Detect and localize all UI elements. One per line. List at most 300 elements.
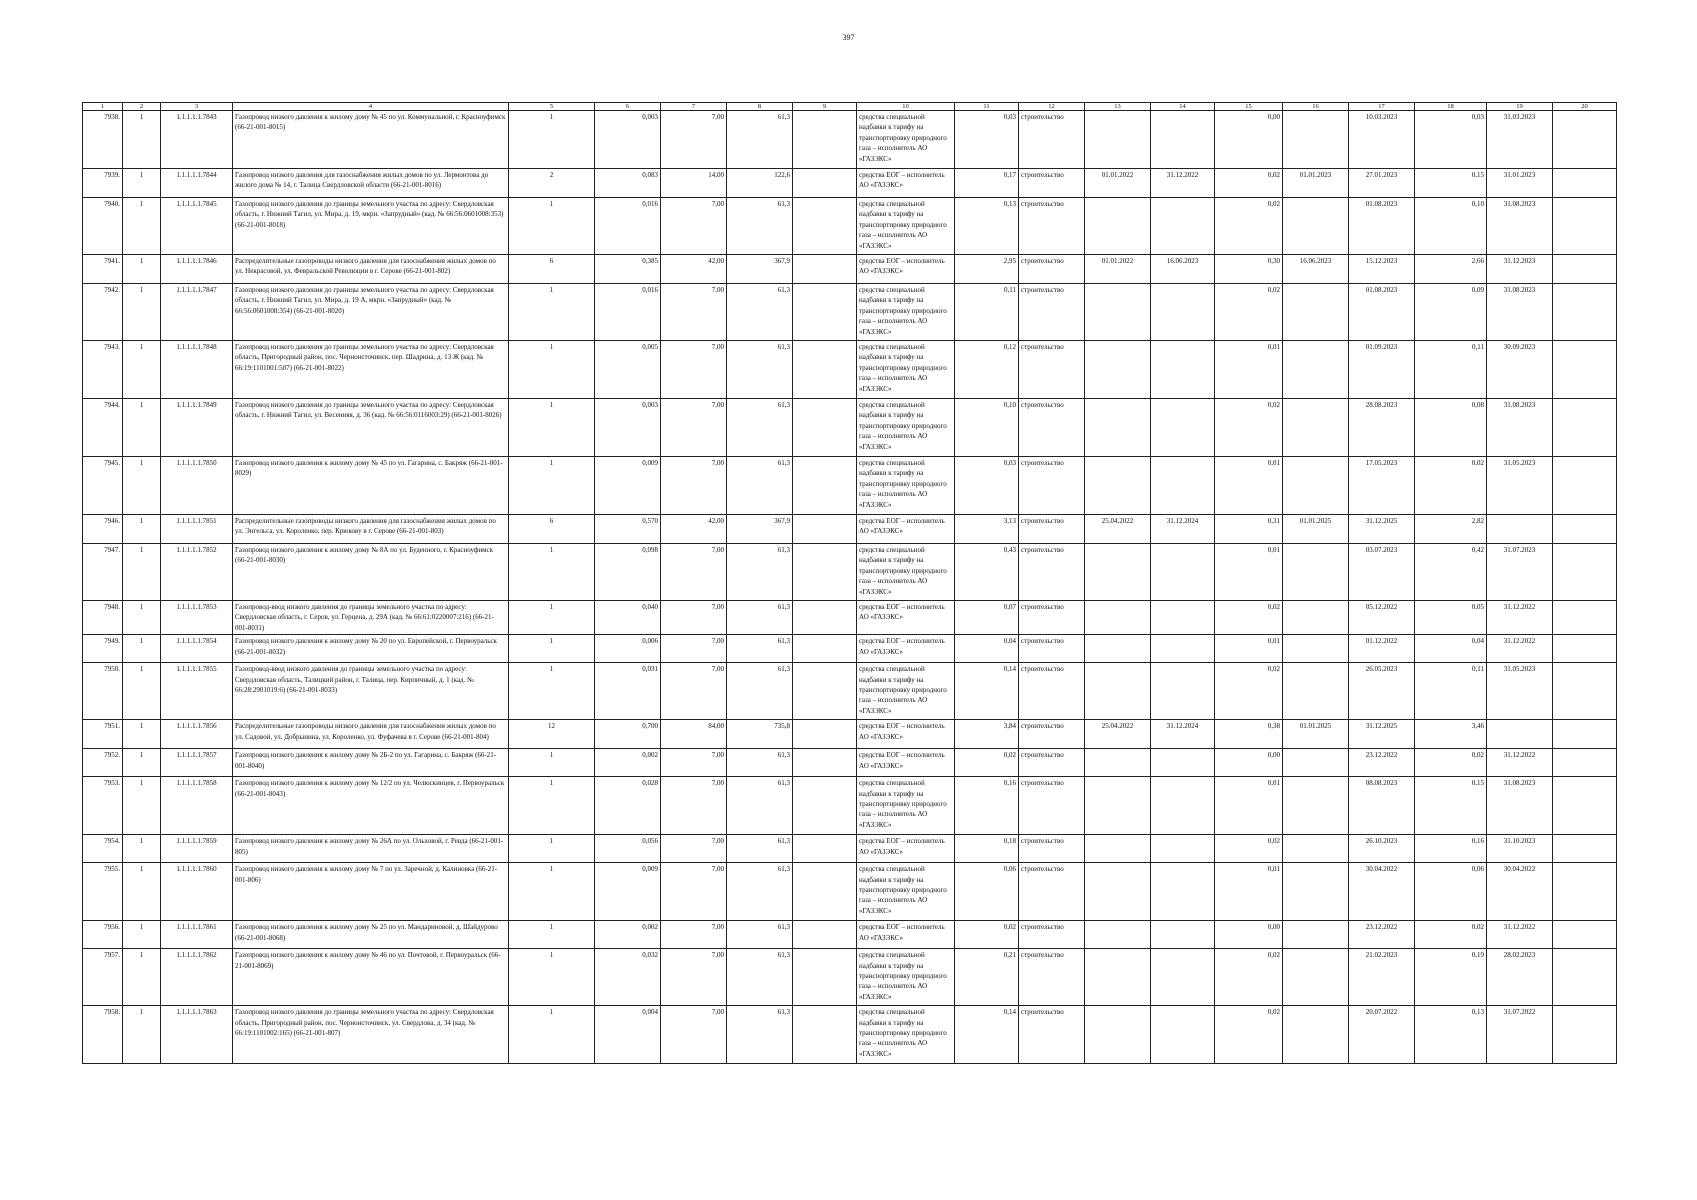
- col17: 01.12.2022: [1349, 635, 1415, 663]
- col11: 0,21: [955, 949, 1019, 1006]
- col5: 1: [509, 949, 595, 1006]
- object-name: Газопровод низкого давления до границы земельного участка по адресу: Свердловская область, г. Нижний Тагил, ул. Мира, д. 19 А, мкрн. «Запрудный» (кад. № 66:56:0601008:354) (66-21-001-8020): [233, 284, 509, 341]
- col16: [1283, 457, 1349, 515]
- col11: 0,02: [955, 749, 1019, 777]
- col5: 1: [509, 198, 595, 255]
- end-date: [1151, 457, 1215, 515]
- col5: 6: [509, 255, 595, 284]
- column-number-18: 18: [1415, 103, 1487, 111]
- col5: 1: [509, 863, 595, 921]
- col16: 01.01.2023: [1283, 169, 1349, 198]
- table-row: [83, 544, 1617, 601]
- end-date: [1151, 544, 1215, 601]
- col15: 0,01: [1215, 544, 1283, 601]
- col17: 01.09.2023: [1349, 341, 1415, 399]
- length-km: 0,385: [595, 255, 661, 284]
- table-row: [83, 111, 1617, 169]
- completion-date: 31.10.2023: [1487, 835, 1553, 863]
- col5: 1: [509, 544, 595, 601]
- col18: 0,16: [1415, 835, 1487, 863]
- col9: [793, 198, 857, 255]
- object-name: Газопровод низкого давления до границы земельного участка по адресу: Свердловская область, Пригородный район, пос. Черноисточинск, ул. Свердлова, д. 34 (кад. № 66:19:1101002:165) (66-21-001-807): [233, 1006, 509, 1064]
- col16: [1283, 111, 1349, 169]
- length-km: 0,009: [595, 863, 661, 921]
- col8: 61,3: [727, 601, 793, 635]
- completion-date: 30.04.2022: [1487, 863, 1553, 921]
- table-body: [83, 111, 1617, 1064]
- table-row: [83, 663, 1617, 720]
- table-row: [83, 749, 1617, 777]
- col7: 42,00: [661, 515, 727, 544]
- column-number-6: 6: [595, 103, 661, 111]
- object-name: Газопровод низкого давления к жилому дому № 7 по ул. Заречной, д. Калиновка (66-21-001-806): [233, 863, 509, 921]
- col15: 0,00: [1215, 749, 1283, 777]
- col9: [793, 749, 857, 777]
- completion-date: 31.01.2023: [1487, 169, 1553, 198]
- start-date: [1085, 1006, 1151, 1064]
- col18: 0,11: [1415, 663, 1487, 720]
- col5: 1: [509, 635, 595, 663]
- column-number-2: 2: [123, 103, 161, 111]
- length-km: 0,016: [595, 284, 661, 341]
- col7: 7,00: [661, 544, 727, 601]
- col8: 61,3: [727, 399, 793, 457]
- col17: 27.01.2023: [1349, 169, 1415, 198]
- col16: [1283, 1006, 1349, 1064]
- completion-date: 31.08.2023: [1487, 284, 1553, 341]
- length-km: 0,003: [595, 399, 661, 457]
- length-km: 0,016: [595, 198, 661, 255]
- col15: 0,01: [1215, 777, 1283, 835]
- funding-source: средства специальной надбавки к тарифу на транспортировку природного газа – исполнитель АО «ГАЗЭКС»: [857, 111, 955, 169]
- completion-date: 31.03.2023: [1487, 111, 1553, 169]
- col20: [1553, 198, 1617, 255]
- row-number: 7938.: [83, 111, 123, 169]
- quantity-col2: 1: [123, 111, 161, 169]
- funding-source: средства ЕОГ – исполнитель АО «ГАЗЭКС»: [857, 835, 955, 863]
- col17: 31.12.2025: [1349, 720, 1415, 749]
- col15: 0,01: [1215, 457, 1283, 515]
- col15: 0,02: [1215, 1006, 1283, 1064]
- completion-date: 31.08.2023: [1487, 399, 1553, 457]
- quantity-col2: 1: [123, 399, 161, 457]
- col18: 0,02: [1415, 457, 1487, 515]
- column-number-15: 15: [1215, 103, 1283, 111]
- work-type: строительство: [1019, 949, 1085, 1006]
- col20: [1553, 749, 1617, 777]
- col20: [1553, 544, 1617, 601]
- col15: 0,30: [1215, 255, 1283, 284]
- work-type: строительство: [1019, 601, 1085, 635]
- start-date: [1085, 663, 1151, 720]
- start-date: [1085, 341, 1151, 399]
- funding-source: средства специальной надбавки к тарифу на транспортировку природного газа – исполнитель АО «ГАЗЭКС»: [857, 1006, 955, 1064]
- start-date: [1085, 399, 1151, 457]
- col9: [793, 399, 857, 457]
- column-number-row: [83, 103, 1617, 111]
- object-name: Газопровод низкого давления до границы земельного участка по адресу: Свердловская область, Пригородный район, пос. Черноисточинск, пер. Шадрина, д. 13 Ж (кад. № 66:19:1101001:507) (66-21-001-8022): [233, 341, 509, 399]
- length-km: 0,031: [595, 663, 661, 720]
- col8: 61,3: [727, 777, 793, 835]
- column-number-17: 17: [1349, 103, 1415, 111]
- col18: 0,10: [1415, 198, 1487, 255]
- start-date: [1085, 635, 1151, 663]
- col8: 61,3: [727, 544, 793, 601]
- object-name: Газопровод-ввод низкого давления до границы земельного участка по адресу: Свердловская область, Талицкий район, г. Талица, пер. Кирпичный, д. 1 (кад. № 66:28:2901019:6) (66-21-001-8033): [233, 663, 509, 720]
- col11: 0,12: [955, 341, 1019, 399]
- work-type: строительство: [1019, 777, 1085, 835]
- column-number-13: 13: [1085, 103, 1151, 111]
- col16: 01.01.2025: [1283, 515, 1349, 544]
- column-number-1: 1: [83, 103, 123, 111]
- completion-date: 31.08.2023: [1487, 198, 1553, 255]
- work-type: строительство: [1019, 111, 1085, 169]
- table-row: [83, 198, 1617, 255]
- funding-source: средства специальной надбавки к тарифу на транспортировку природного газа – исполнитель АО «ГАЗЭКС»: [857, 544, 955, 601]
- col20: [1553, 635, 1617, 663]
- col5: 1: [509, 749, 595, 777]
- table-row: [83, 777, 1617, 835]
- col9: [793, 457, 857, 515]
- col5: 6: [509, 515, 595, 544]
- col9: [793, 341, 857, 399]
- column-number-12: 12: [1019, 103, 1085, 111]
- object-code: 1.1.1.1.1.7854: [161, 635, 233, 663]
- col15: 0,02: [1215, 835, 1283, 863]
- column-number-9: 9: [793, 103, 857, 111]
- col18: 0,13: [1415, 1006, 1487, 1064]
- col15: 0,02: [1215, 399, 1283, 457]
- length-km: 0,002: [595, 749, 661, 777]
- col11: 3,13: [955, 515, 1019, 544]
- end-date: 16.06.2023: [1151, 255, 1215, 284]
- col8: 367,9: [727, 515, 793, 544]
- table-row: [83, 601, 1617, 635]
- col20: [1553, 921, 1617, 949]
- quantity-col2: 1: [123, 635, 161, 663]
- col11: 0,17: [955, 169, 1019, 198]
- row-number: 7951.: [83, 720, 123, 749]
- register-table: [82, 102, 1617, 1064]
- column-number-8: 8: [727, 103, 793, 111]
- end-date: [1151, 863, 1215, 921]
- completion-date: 31.05.2023: [1487, 663, 1553, 720]
- column-number-3: 3: [161, 103, 233, 111]
- col5: 1: [509, 399, 595, 457]
- col20: [1553, 1006, 1617, 1064]
- col20: [1553, 169, 1617, 198]
- length-km: 0,003: [595, 111, 661, 169]
- object-name: Распределительные газопроводы низкого давления для газоснабжения жилых домов по ул. Некрасовой, ул. Февральской Революции в г. Серове (66-21-001-802): [233, 255, 509, 284]
- row-number: 7952.: [83, 749, 123, 777]
- col20: [1553, 399, 1617, 457]
- object-code: 1.1.1.1.1.7855: [161, 663, 233, 720]
- funding-source: средства ЕОГ – исполнитель АО «ГАЗЭКС»: [857, 169, 955, 198]
- funding-source: средства ЕОГ – исполнитель АО «ГАЗЭКС»: [857, 635, 955, 663]
- object-name: Газопровод низкого давления к жилому дому № 8А по ул. Буденного, г. Красноуфимск (66-21-001-8030): [233, 544, 509, 601]
- col20: [1553, 515, 1617, 544]
- length-km: 0,098: [595, 544, 661, 601]
- end-date: [1151, 749, 1215, 777]
- length-km: 0,002: [595, 921, 661, 949]
- col5: 1: [509, 835, 595, 863]
- quantity-col2: 1: [123, 515, 161, 544]
- start-date: 01.01.2022: [1085, 169, 1151, 198]
- quantity-col2: 1: [123, 1006, 161, 1064]
- col15: 0,02: [1215, 198, 1283, 255]
- funding-source: средства специальной надбавки к тарифу на транспортировку природного газа – исполнитель АО «ГАЗЭКС»: [857, 399, 955, 457]
- row-number: 7945.: [83, 457, 123, 515]
- row-number: 7942.: [83, 284, 123, 341]
- row-number: 7948.: [83, 601, 123, 635]
- work-type: строительство: [1019, 457, 1085, 515]
- col20: [1553, 341, 1617, 399]
- col11: 0,03: [955, 457, 1019, 515]
- quantity-col2: 1: [123, 169, 161, 198]
- funding-source: средства ЕОГ – исполнитель АО «ГАЗЭКС»: [857, 255, 955, 284]
- col9: [793, 921, 857, 949]
- col15: 0,02: [1215, 663, 1283, 720]
- end-date: [1151, 635, 1215, 663]
- row-number: 7953.: [83, 777, 123, 835]
- quantity-col2: 1: [123, 863, 161, 921]
- work-type: строительство: [1019, 835, 1085, 863]
- page-number: 397: [842, 33, 855, 42]
- funding-source: средства специальной надбавки к тарифу на транспортировку природного газа – исполнитель АО «ГАЗЭКС»: [857, 949, 955, 1006]
- work-type: строительство: [1019, 863, 1085, 921]
- col17: 17.05.2023: [1349, 457, 1415, 515]
- col18: 0,05: [1415, 601, 1487, 635]
- col8: 61,3: [727, 341, 793, 399]
- work-type: строительство: [1019, 921, 1085, 949]
- column-number-7: 7: [661, 103, 727, 111]
- col20: [1553, 663, 1617, 720]
- end-date: [1151, 399, 1215, 457]
- col11: 3,84: [955, 720, 1019, 749]
- object-code: 1.1.1.1.1.7853: [161, 601, 233, 635]
- col11: 0,11: [955, 284, 1019, 341]
- col18: 0,42: [1415, 544, 1487, 601]
- table-row: [83, 399, 1617, 457]
- table-row: [83, 835, 1617, 863]
- col16: [1283, 949, 1349, 1006]
- col11: 0,13: [955, 198, 1019, 255]
- completion-date: [1487, 720, 1553, 749]
- col9: [793, 663, 857, 720]
- col8: 61,3: [727, 284, 793, 341]
- length-km: 0,028: [595, 777, 661, 835]
- funding-source: средства специальной надбавки к тарифу на транспортировку природного газа – исполнитель АО «ГАЗЭКС»: [857, 457, 955, 515]
- col16: [1283, 284, 1349, 341]
- col7: 7,00: [661, 749, 727, 777]
- object-name: Распределительные газопроводы низкого давления для газоснабжения жилых домов по ул. Садовой, ул. Добрынина, ул. Короленко, ул. Фуфачева в г. Серове (66-21-001-804): [233, 720, 509, 749]
- col5: 12: [509, 720, 595, 749]
- quantity-col2: 1: [123, 198, 161, 255]
- col8: 61,3: [727, 198, 793, 255]
- row-number: 7958.: [83, 1006, 123, 1064]
- col8: 122,6: [727, 169, 793, 198]
- work-type: строительство: [1019, 663, 1085, 720]
- completion-date: 30.09.2023: [1487, 341, 1553, 399]
- quantity-col2: 1: [123, 663, 161, 720]
- col8: 61,3: [727, 949, 793, 1006]
- start-date: [1085, 111, 1151, 169]
- object-code: 1.1.1.1.1.7848: [161, 341, 233, 399]
- work-type: строительство: [1019, 749, 1085, 777]
- col7: 14,00: [661, 169, 727, 198]
- quantity-col2: 1: [123, 720, 161, 749]
- col7: 7,00: [661, 663, 727, 720]
- object-name: Газопровод низкого давления к жилому дому № 26А по ул. Ольховой, г. Ревда (66-21-001-805): [233, 835, 509, 863]
- col18: 0,15: [1415, 169, 1487, 198]
- col20: [1553, 777, 1617, 835]
- col11: 0,07: [955, 601, 1019, 635]
- completion-date: 31.12.2022: [1487, 635, 1553, 663]
- col16: [1283, 544, 1349, 601]
- col15: 0,38: [1215, 720, 1283, 749]
- col18: 2,66: [1415, 255, 1487, 284]
- object-code: 1.1.1.1.1.7846: [161, 255, 233, 284]
- start-date: [1085, 284, 1151, 341]
- col17: 28.08.2023: [1349, 399, 1415, 457]
- col18: 0,09: [1415, 284, 1487, 341]
- start-date: [1085, 544, 1151, 601]
- work-type: строительство: [1019, 198, 1085, 255]
- column-number-5: 5: [509, 103, 595, 111]
- row-number: 7943.: [83, 341, 123, 399]
- start-date: [1085, 198, 1151, 255]
- col17: 15.12.2023: [1349, 255, 1415, 284]
- start-date: [1085, 949, 1151, 1006]
- end-date: [1151, 198, 1215, 255]
- col7: 7,00: [661, 1006, 727, 1064]
- col16: 01.01.2025: [1283, 720, 1349, 749]
- quantity-col2: 1: [123, 284, 161, 341]
- completion-date: 31.12.2022: [1487, 601, 1553, 635]
- col7: 7,00: [661, 399, 727, 457]
- col7: 7,00: [661, 284, 727, 341]
- col17: 01.08.2023: [1349, 198, 1415, 255]
- object-name: Газопровод низкого давления к жилому дому № 25 по ул. Мандариновой, д. Шайдурово (66-21-001-8068): [233, 921, 509, 949]
- col15: 0,02: [1215, 949, 1283, 1006]
- work-type: строительство: [1019, 169, 1085, 198]
- work-type: строительство: [1019, 284, 1085, 341]
- quantity-col2: 1: [123, 457, 161, 515]
- col20: [1553, 255, 1617, 284]
- length-km: 0,056: [595, 835, 661, 863]
- object-code: 1.1.1.1.1.7852: [161, 544, 233, 601]
- quantity-col2: 1: [123, 544, 161, 601]
- col7: 7,00: [661, 949, 727, 1006]
- col8: 735,8: [727, 720, 793, 749]
- end-date: [1151, 835, 1215, 863]
- col15: 0,01: [1215, 341, 1283, 399]
- completion-date: 31.07.2023: [1487, 544, 1553, 601]
- table-row: [83, 720, 1617, 749]
- col17: 26.10.2023: [1349, 835, 1415, 863]
- completion-date: 31.12.2022: [1487, 749, 1553, 777]
- col8: 61,3: [727, 111, 793, 169]
- col5: 1: [509, 111, 595, 169]
- object-code: 1.1.1.1.1.7861: [161, 921, 233, 949]
- table-row: [83, 457, 1617, 515]
- object-name: Газопровод низкого давления для газоснабжения жилых домов по ул. Лермонтова до жилого дома № 14, г. Талица Свердловской области (66-21-001-8016): [233, 169, 509, 198]
- col20: [1553, 111, 1617, 169]
- col16: [1283, 835, 1349, 863]
- col20: [1553, 863, 1617, 921]
- col9: [793, 635, 857, 663]
- length-km: 0,083: [595, 169, 661, 198]
- column-number-19: 19: [1487, 103, 1553, 111]
- col7: 7,00: [661, 111, 727, 169]
- col17: 05.12.2022: [1349, 601, 1415, 635]
- col18: 3,46: [1415, 720, 1487, 749]
- col9: [793, 720, 857, 749]
- start-date: [1085, 863, 1151, 921]
- col17: 20.07.2022: [1349, 1006, 1415, 1064]
- object-code: 1.1.1.1.1.7844: [161, 169, 233, 198]
- column-number-10: 10: [857, 103, 955, 111]
- table-row: [83, 284, 1617, 341]
- object-name: Газопровод низкого давления к жилому дому № 46 по ул. Почтовой, г. Первоуральск (66-21-001-8069): [233, 949, 509, 1006]
- object-name: Газопровод-ввод низкого давления до границы земельного участка по адресу: Свердловская область, г. Серов, ул. Герцена, д. 29А (кад. № 66:61:0220007:216) (66-21-001-8031): [233, 601, 509, 635]
- completion-date: 31.07.2022: [1487, 1006, 1553, 1064]
- end-date: [1151, 1006, 1215, 1064]
- col5: 1: [509, 284, 595, 341]
- length-km: 0,006: [595, 635, 661, 663]
- col16: [1283, 198, 1349, 255]
- work-type: строительство: [1019, 341, 1085, 399]
- col8: 61,3: [727, 635, 793, 663]
- column-number-20: 20: [1553, 103, 1617, 111]
- col9: [793, 544, 857, 601]
- funding-source: средства ЕОГ – исполнитель АО «ГАЗЭКС»: [857, 515, 955, 544]
- col8: 61,3: [727, 749, 793, 777]
- col17: 23.12.2022: [1349, 749, 1415, 777]
- col16: [1283, 663, 1349, 720]
- end-date: 31.12.2024: [1151, 720, 1215, 749]
- funding-source: средства ЕОГ – исполнитель АО «ГАЗЭКС»: [857, 921, 955, 949]
- object-code: 1.1.1.1.1.7845: [161, 198, 233, 255]
- length-km: 0,700: [595, 720, 661, 749]
- table-row: [83, 949, 1617, 1006]
- col15: 0,02: [1215, 284, 1283, 341]
- start-date: 01.01.2022: [1085, 255, 1151, 284]
- table-row: [83, 635, 1617, 663]
- col18: 0,02: [1415, 921, 1487, 949]
- completion-date: 31.05.2023: [1487, 457, 1553, 515]
- row-number: 7954.: [83, 835, 123, 863]
- object-code: 1.1.1.1.1.7859: [161, 835, 233, 863]
- row-number: 7956.: [83, 921, 123, 949]
- quantity-col2: 1: [123, 777, 161, 835]
- row-number: 7950.: [83, 663, 123, 720]
- quantity-col2: 1: [123, 255, 161, 284]
- work-type: строительство: [1019, 720, 1085, 749]
- object-code: 1.1.1.1.1.7860: [161, 863, 233, 921]
- col7: 7,00: [661, 635, 727, 663]
- quantity-col2: 1: [123, 601, 161, 635]
- object-code: 1.1.1.1.1.7863: [161, 1006, 233, 1064]
- col8: 61,3: [727, 663, 793, 720]
- col20: [1553, 284, 1617, 341]
- object-name: Газопровод низкого давления к жилому дому № 2Б-2 по ул. Гагарина, с. Бакряж (66-21-001-8040): [233, 749, 509, 777]
- completion-date: 31.12.2023: [1487, 255, 1553, 284]
- funding-source: средства специальной надбавки к тарифу на транспортировку природного газа – исполнитель АО «ГАЗЭКС»: [857, 284, 955, 341]
- col15: 0,01: [1215, 863, 1283, 921]
- col11: 0,03: [955, 111, 1019, 169]
- work-type: строительство: [1019, 544, 1085, 601]
